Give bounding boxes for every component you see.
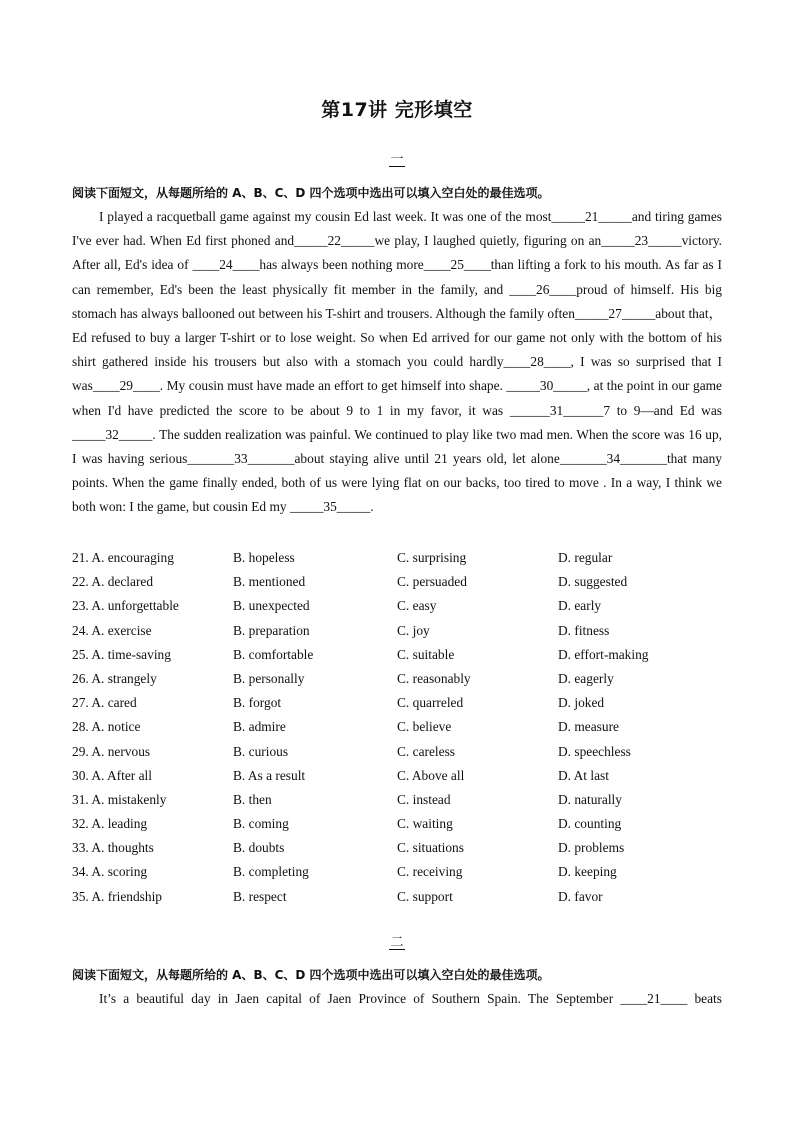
- option-b: B. then: [233, 791, 272, 807]
- option-b: B. doubts: [233, 840, 285, 856]
- question-row: [72, 860, 722, 884]
- question-row: [72, 715, 722, 739]
- question-row: [72, 740, 722, 764]
- option-a: 21. A. encouraging: [72, 550, 174, 565]
- option-b: B. coming: [233, 816, 289, 832]
- option-a: 34. A. scoring: [72, 864, 148, 880]
- option-a: 29. A. nervous: [72, 743, 151, 759]
- option-a: 28. A. notice: [72, 719, 141, 735]
- option-c: C. support: [397, 888, 453, 904]
- question-row: [72, 764, 722, 788]
- option-d: D. counting: [558, 816, 622, 832]
- option-c: C. instead: [397, 791, 451, 807]
- question-row: [72, 619, 722, 643]
- option-c: C. joy: [397, 622, 430, 638]
- option-a: 27. A. cared: [72, 695, 137, 711]
- option-d: D. early: [558, 598, 602, 614]
- question-row: [72, 643, 722, 667]
- option-c: C. persuaded: [397, 574, 467, 590]
- option-c: C. waiting: [397, 816, 453, 832]
- question-row: [72, 570, 722, 594]
- question-row: [72, 788, 722, 812]
- option-a: 24. A. exercise: [72, 622, 152, 638]
- option-b: B. unexpected: [233, 598, 310, 614]
- option-b: B. admire: [233, 719, 286, 735]
- option-c: C. surprising: [397, 550, 467, 565]
- option-a: 33. A. thoughts: [72, 840, 154, 856]
- option-d: D. suggested: [558, 574, 628, 590]
- option-c: C. receiving: [397, 864, 463, 880]
- option-d: D. regular: [558, 550, 613, 565]
- option-c: C. believe: [397, 719, 452, 735]
- section-2-mark: 二: [390, 935, 404, 950]
- option-a: 30. A. After all: [72, 767, 152, 783]
- option-c: C. Above all: [397, 767, 465, 783]
- option-c: C. suitable: [397, 646, 455, 662]
- option-a: 35. A. friendship: [72, 888, 163, 904]
- option-d: D. keeping: [558, 864, 617, 880]
- option-b: B. comfortable: [233, 646, 314, 662]
- option-b: B. curious: [233, 743, 289, 759]
- option-d: D. eagerly: [558, 670, 614, 686]
- option-d: D. effort-making: [558, 646, 649, 662]
- question-row: [72, 691, 722, 715]
- option-d: D. naturally: [558, 791, 622, 807]
- option-d: D. problems: [558, 840, 625, 856]
- option-b: B. forgot: [233, 695, 282, 711]
- section-1-instruction: 阅读下面短文，从每题所给的 A、B、C、D 四个选项中选出可以填入空白处的最佳选项。: [72, 186, 550, 200]
- option-d: D. fitness: [558, 622, 610, 638]
- option-a: 22. A. declared: [72, 574, 154, 590]
- option-d: D. speechless: [558, 743, 631, 759]
- option-d: D. favor: [558, 888, 603, 904]
- option-b: B. personally: [233, 670, 305, 686]
- option-b: B. mentioned: [233, 574, 306, 590]
- option-a: 23. A. unforgettable: [72, 598, 179, 614]
- option-c: C. easy: [397, 598, 437, 614]
- section-1-passage: I played a racquetball game against my cousin Ed last week. It was one of the most_____21_____and tiring games I've ever had. When Ed first phoned and_____22_____we play, I laughed quietly, figuring on an_____23_____victory. After all, Ed's idea of ____24____has always been nothing more____25____than lifting a fork to his mouth. As far as I can remember, Ed's been the least physically fit member in the family, and ____26____proud of himself. His big stomach has always ballooned out between his T-shirt and trousers. Although the family often_____27_____about that，Ed refused to buy a larger T-shirt or to lose weight. So when Ed arrived for our game not only with the bottom of his shirt gathered inside his trousers but also with a stomach you could hardly____28____, I was so surprised that I was____29____. My cousin must have made an effort to get himself into shape. _____30_____, at the point in our game when I'd have predicted the score to be about 9 to 1 in my favor, it was ______31______7 to 9—and Ed was _____32_____. The sudden realization was painful. We continued to play like two mad men. When the score was 16 up, I was having serious_______33_______about staying alive until 21 years old, let alone_______34_______that many points. When the game finally ended, both of us were lying flat on our backs, too tired to move . In a way, I think we both won: I the game, but cousin Ed my _____35_____.: [72, 209, 722, 515]
- option-d: D. joked: [558, 695, 605, 711]
- section-2-passage: It’s a beautiful day in Jaen capital of Jaen Province of Southern Spain. The September ____21____ beats: [99, 991, 722, 1006]
- option-d: D. measure: [558, 719, 619, 735]
- question-row: [72, 546, 722, 570]
- question-row: [72, 812, 722, 836]
- option-a: 32. A. leading: [72, 816, 148, 832]
- option-b: B. hopeless: [233, 550, 295, 565]
- page-title: 第17讲 完形填空: [321, 99, 473, 121]
- question-row: [72, 667, 722, 691]
- options-list: [72, 546, 722, 909]
- option-a: 31. A. mistakenly: [72, 791, 167, 807]
- option-b: B. As a result: [233, 767, 306, 783]
- section-2-instruction: 阅读下面短文，从每题所给的 A、B、C、D 四个选项中选出可以填入空白处的最佳选项。: [72, 968, 550, 982]
- option-b: B. completing: [233, 864, 309, 880]
- option-a: 26. A. strangely: [72, 670, 157, 686]
- option-b: B. preparation: [233, 622, 310, 638]
- option-b: B. respect: [233, 888, 287, 904]
- option-a: 25. A. time-saving: [72, 646, 171, 662]
- option-c: C. quarreled: [397, 695, 464, 711]
- section-1-mark: 一: [390, 152, 404, 167]
- question-row: [72, 885, 722, 909]
- option-c: C. situations: [397, 840, 464, 856]
- question-row: [72, 594, 722, 618]
- option-c: C. reasonably: [397, 670, 471, 686]
- question-row: [72, 836, 722, 860]
- option-d: D. At last: [558, 767, 609, 783]
- option-c: C. careless: [397, 743, 456, 759]
